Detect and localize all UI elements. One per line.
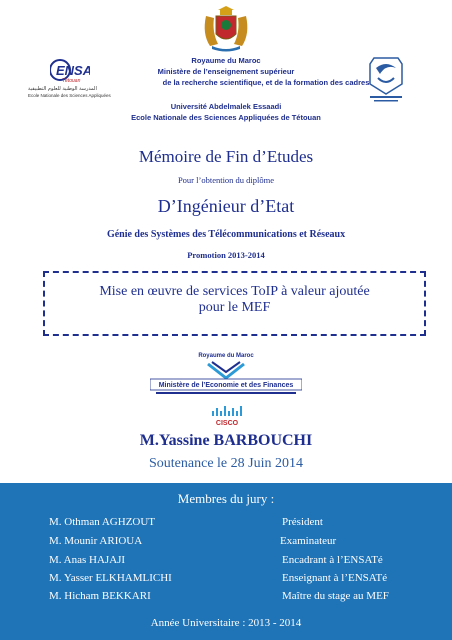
jury-member-name: M. Yasser ELKHAMLICHI <box>49 572 172 584</box>
defense-date: Soutenance le 28 Juin 2014 <box>149 456 303 471</box>
subject-text <box>45 284 424 316</box>
svg-text:Royaume du Maroc: Royaume du Maroc <box>198 353 254 359</box>
svg-text:ENSA: ENSA <box>56 63 90 78</box>
jury-member-role: Maître du stage au MEF <box>282 590 389 602</box>
jury-member-role: Enseignant à l’ENSATé <box>282 572 388 584</box>
jury-row <box>0 554 452 572</box>
subject-line-1: Mise en œuvre de services ToIP à valeur ajoutée <box>99 284 370 299</box>
ensa-logo-arabic: المدرسة الوطنية للعلوم التطبيقية <box>28 86 97 92</box>
university-emblem-icon <box>366 56 406 104</box>
mef-logo <box>150 350 302 398</box>
jury-member-name: M. Othman AGHZOUT <box>49 516 156 528</box>
jury-row <box>0 590 452 608</box>
header-line-research: de la recherche scientifique, et de la formation des cadres <box>162 78 370 87</box>
jury-row <box>0 516 452 534</box>
jury-title: Membres du jury : <box>177 491 275 506</box>
header-university: Université Abdelmalek Essaadi <box>170 102 282 111</box>
subject-line-2: pour le MEF <box>198 300 271 315</box>
author-name: M.Yassine BARBOUCHI <box>139 432 313 449</box>
ensa-logo-caption: Ecole Nationale des Sciences Appliquées <box>28 93 111 98</box>
morocco-coat-of-arms-icon <box>198 6 254 52</box>
header-school: Ecole Nationale des Sciences Appliquées de Tétouan <box>131 113 321 122</box>
field-title: Génie des Systèmes des Télécommunications et Réseaux <box>106 229 346 240</box>
svg-text:CISCO: CISCO <box>215 420 239 427</box>
header-line-ministry: Ministère de l’enseignement supérieur <box>157 67 295 76</box>
memoir-subtitle: Pour l’obtention du diplôme <box>177 175 275 185</box>
memoir-title: Mémoire de Fin d’Etudes <box>138 147 314 166</box>
promotion: Promotion 2013-2014 <box>187 250 265 260</box>
header-line-kingdom: Royaume du Maroc <box>191 56 261 65</box>
jury-member-name: M. Mounir ARIOUA <box>49 535 143 547</box>
ensa-logo-city: Tétouan <box>62 78 81 84</box>
jury-row <box>0 535 452 553</box>
jury-member-role: Encadrant à l’ENSATé <box>282 554 383 566</box>
academic-year: Année Universitaire : 2013 - 2014 <box>150 617 302 629</box>
jury-member-role: Président <box>282 516 323 528</box>
degree-title: D’Ingénieur d’Etat <box>157 196 295 216</box>
ensa-logo <box>50 58 90 88</box>
cisco-logo-icon <box>208 405 246 427</box>
jury-member-name: M. Hicham BEKKARI <box>49 590 151 602</box>
jury-member-name: M. Anas HAJAJI <box>49 554 126 566</box>
jury-row <box>0 572 452 590</box>
svg-text:Ministère de l’Economie et des: Ministère de l’Economie et des Finances <box>158 382 294 389</box>
jury-member-role: Examinateur <box>280 535 337 547</box>
mef-logo-mark <box>150 350 302 398</box>
